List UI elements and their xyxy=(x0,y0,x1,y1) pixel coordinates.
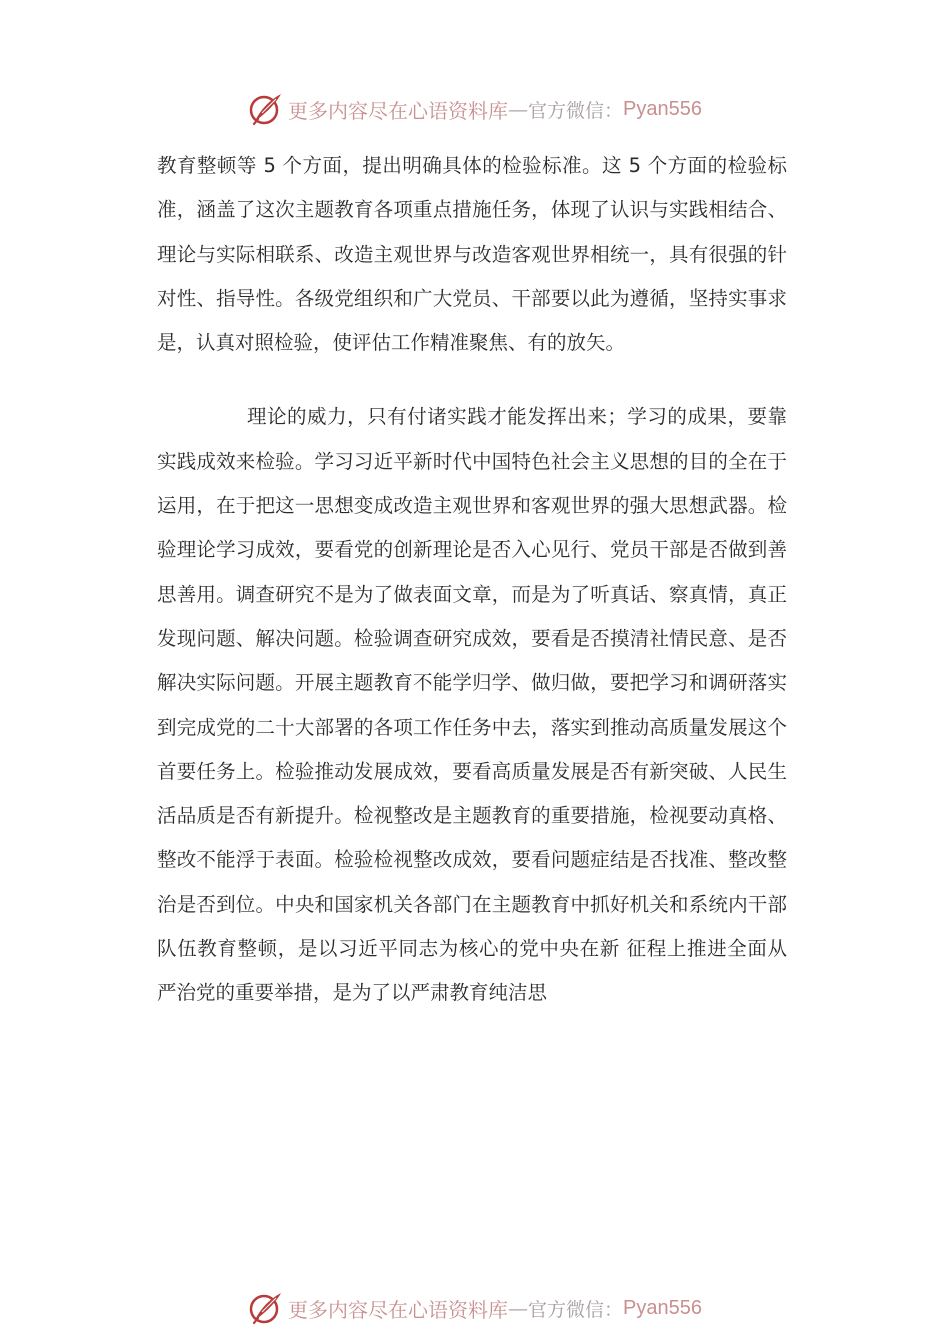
banner-wechat-id: Pyan556 xyxy=(623,1296,702,1319)
footer-banner xyxy=(0,1288,950,1328)
paragraph-1: 教育整顿等 5 个方面，提出明确具体的检验标准。这 5 个方面的检验标准，涵盖了这次主题教育各项重点措施任务，体现了认识与实践相结合、理论与实际相联系、改造主观世界与改造客观世界相统一，具有很强的针对性、指导性。各级党组织和广大党员、干部要以此为遵循，坚持实事求是，认真对照检验，使评估工作精准聚焦、有的放矢。 xyxy=(157,154,787,355)
quill-pen-logo-icon xyxy=(248,91,284,127)
banner-dash: — xyxy=(508,1296,528,1320)
quill-pen-logo-icon xyxy=(248,1290,284,1326)
banner-subtitle: 官方微信： xyxy=(528,99,624,122)
banner-title: 更多内容尽在心语资料库 xyxy=(288,1297,508,1322)
header-banner xyxy=(0,89,950,129)
banner-title: 更多内容尽在心语资料库 xyxy=(288,98,508,123)
document-body xyxy=(157,144,787,1016)
paragraph-2: 理论的威力，只有付诸实践才能发挥出来；学习的成果，要靠实践成效来检验。学习习近平新时代中国特色社会主义思想的目的全在于运用，在于把这一思想变成改造主观世界和客观世界的强大思想武器。检验理论学习成效，要看党的创新理论是否入心见行、党员干部是否做到善思善用。调查研究不是为了做表面文章，而是为了听真话、察真情，真正发现问题、解决问题。检验调查研究成效，要看是否摸清社情民意、是否解决实际问题。开展主题教育不能学归学、做归做，要把学习和调研落实到完成党的二十大部署的各项工作任务中去，落实到推动高质量发展这个首要任务上。检验推动发展成效，要看高质量发展是否有新突破、人民生活品质是否有新提升。检视整改是主题教育的重要措施，检视要动真格、整改不能浮于表面。检验检视整改成效，要看问题症结是否找准、整改整治是否到位。中央和国家机关各部门在主题教育中抓好机关和系统内干部队伍教育整顿，是以习近平同志为核心的党中央在新 征程上推进全面从严治党的重要举措，是为了以严肃教育纯洁思 xyxy=(157,405,787,1005)
banner-dash: — xyxy=(508,97,528,121)
banner-subtitle: 官方微信： xyxy=(528,1298,624,1321)
banner-wechat-id: Pyan556 xyxy=(623,97,702,120)
